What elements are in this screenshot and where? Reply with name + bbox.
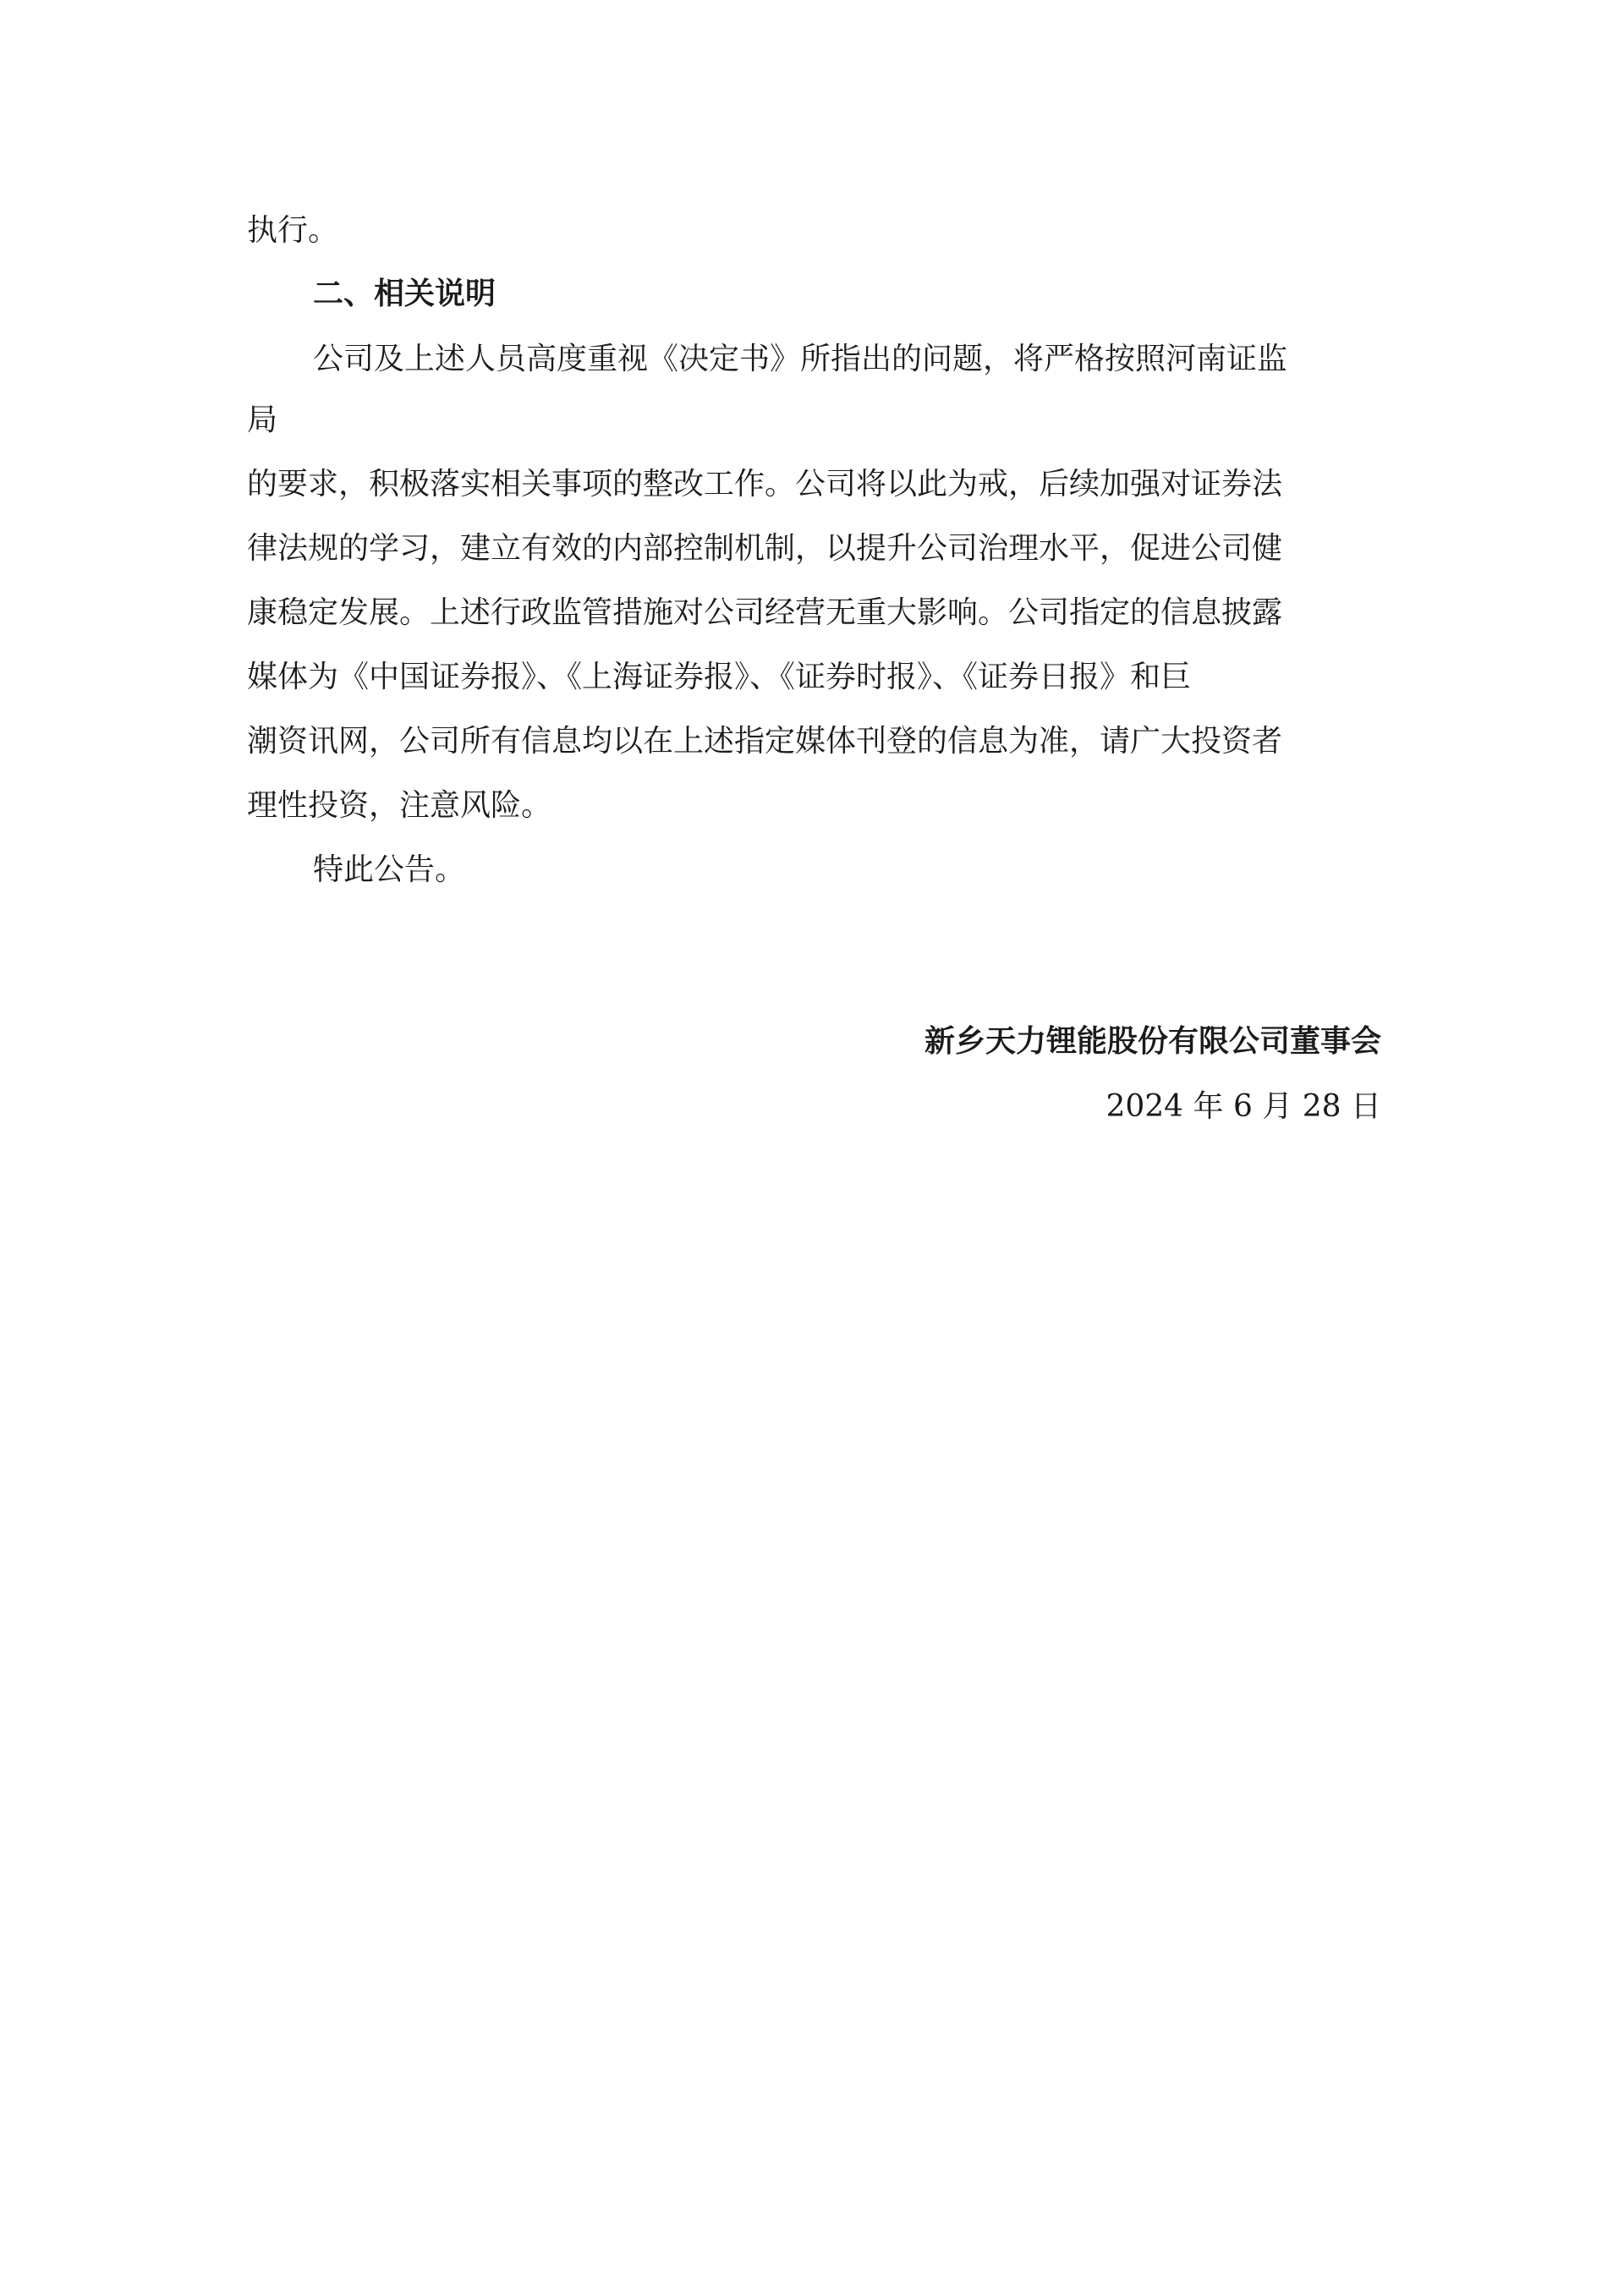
signature-date: 2024 年 6 月 28 日 [1106, 1089, 1381, 1124]
paragraph-line: 潮资讯网，公司所有信息均以在上述指定媒体刊登的信息为准，请广大投资者 [247, 724, 1283, 759]
closing-statement: 特此公告。 [313, 852, 466, 887]
section-heading: 二、相关说明 [313, 276, 497, 311]
paragraph-line: 律法规的学习，建立有效的内部控制机制，以提升公司治理水平，促进公司健 [247, 531, 1283, 566]
paragraph-line: 的要求，积极落实相关事项的整改工作。公司将以此为戒，后续加强对证券法 [247, 467, 1283, 501]
paragraph-line: 媒体为《中国证券报》、《上海证券报》、《证券时报》、《证券日报》和巨 [247, 660, 1192, 694]
paragraph-line: 康稳定发展。上述行政监管措施对公司经营无重大影响。公司指定的信息披露 [247, 595, 1283, 630]
paragraph-line: 公司及上述人员高度重视《决定书》所指出的问题，将严格按照河南证监 [313, 342, 1288, 376]
paragraph-line: 理性投资，注意风险。 [247, 788, 552, 823]
paragraph-line: 局 [247, 403, 278, 437]
continuation-line: 执行。 [247, 213, 339, 248]
signature-company: 新乡天力锂能股份有限公司董事会 [924, 1023, 1381, 1059]
